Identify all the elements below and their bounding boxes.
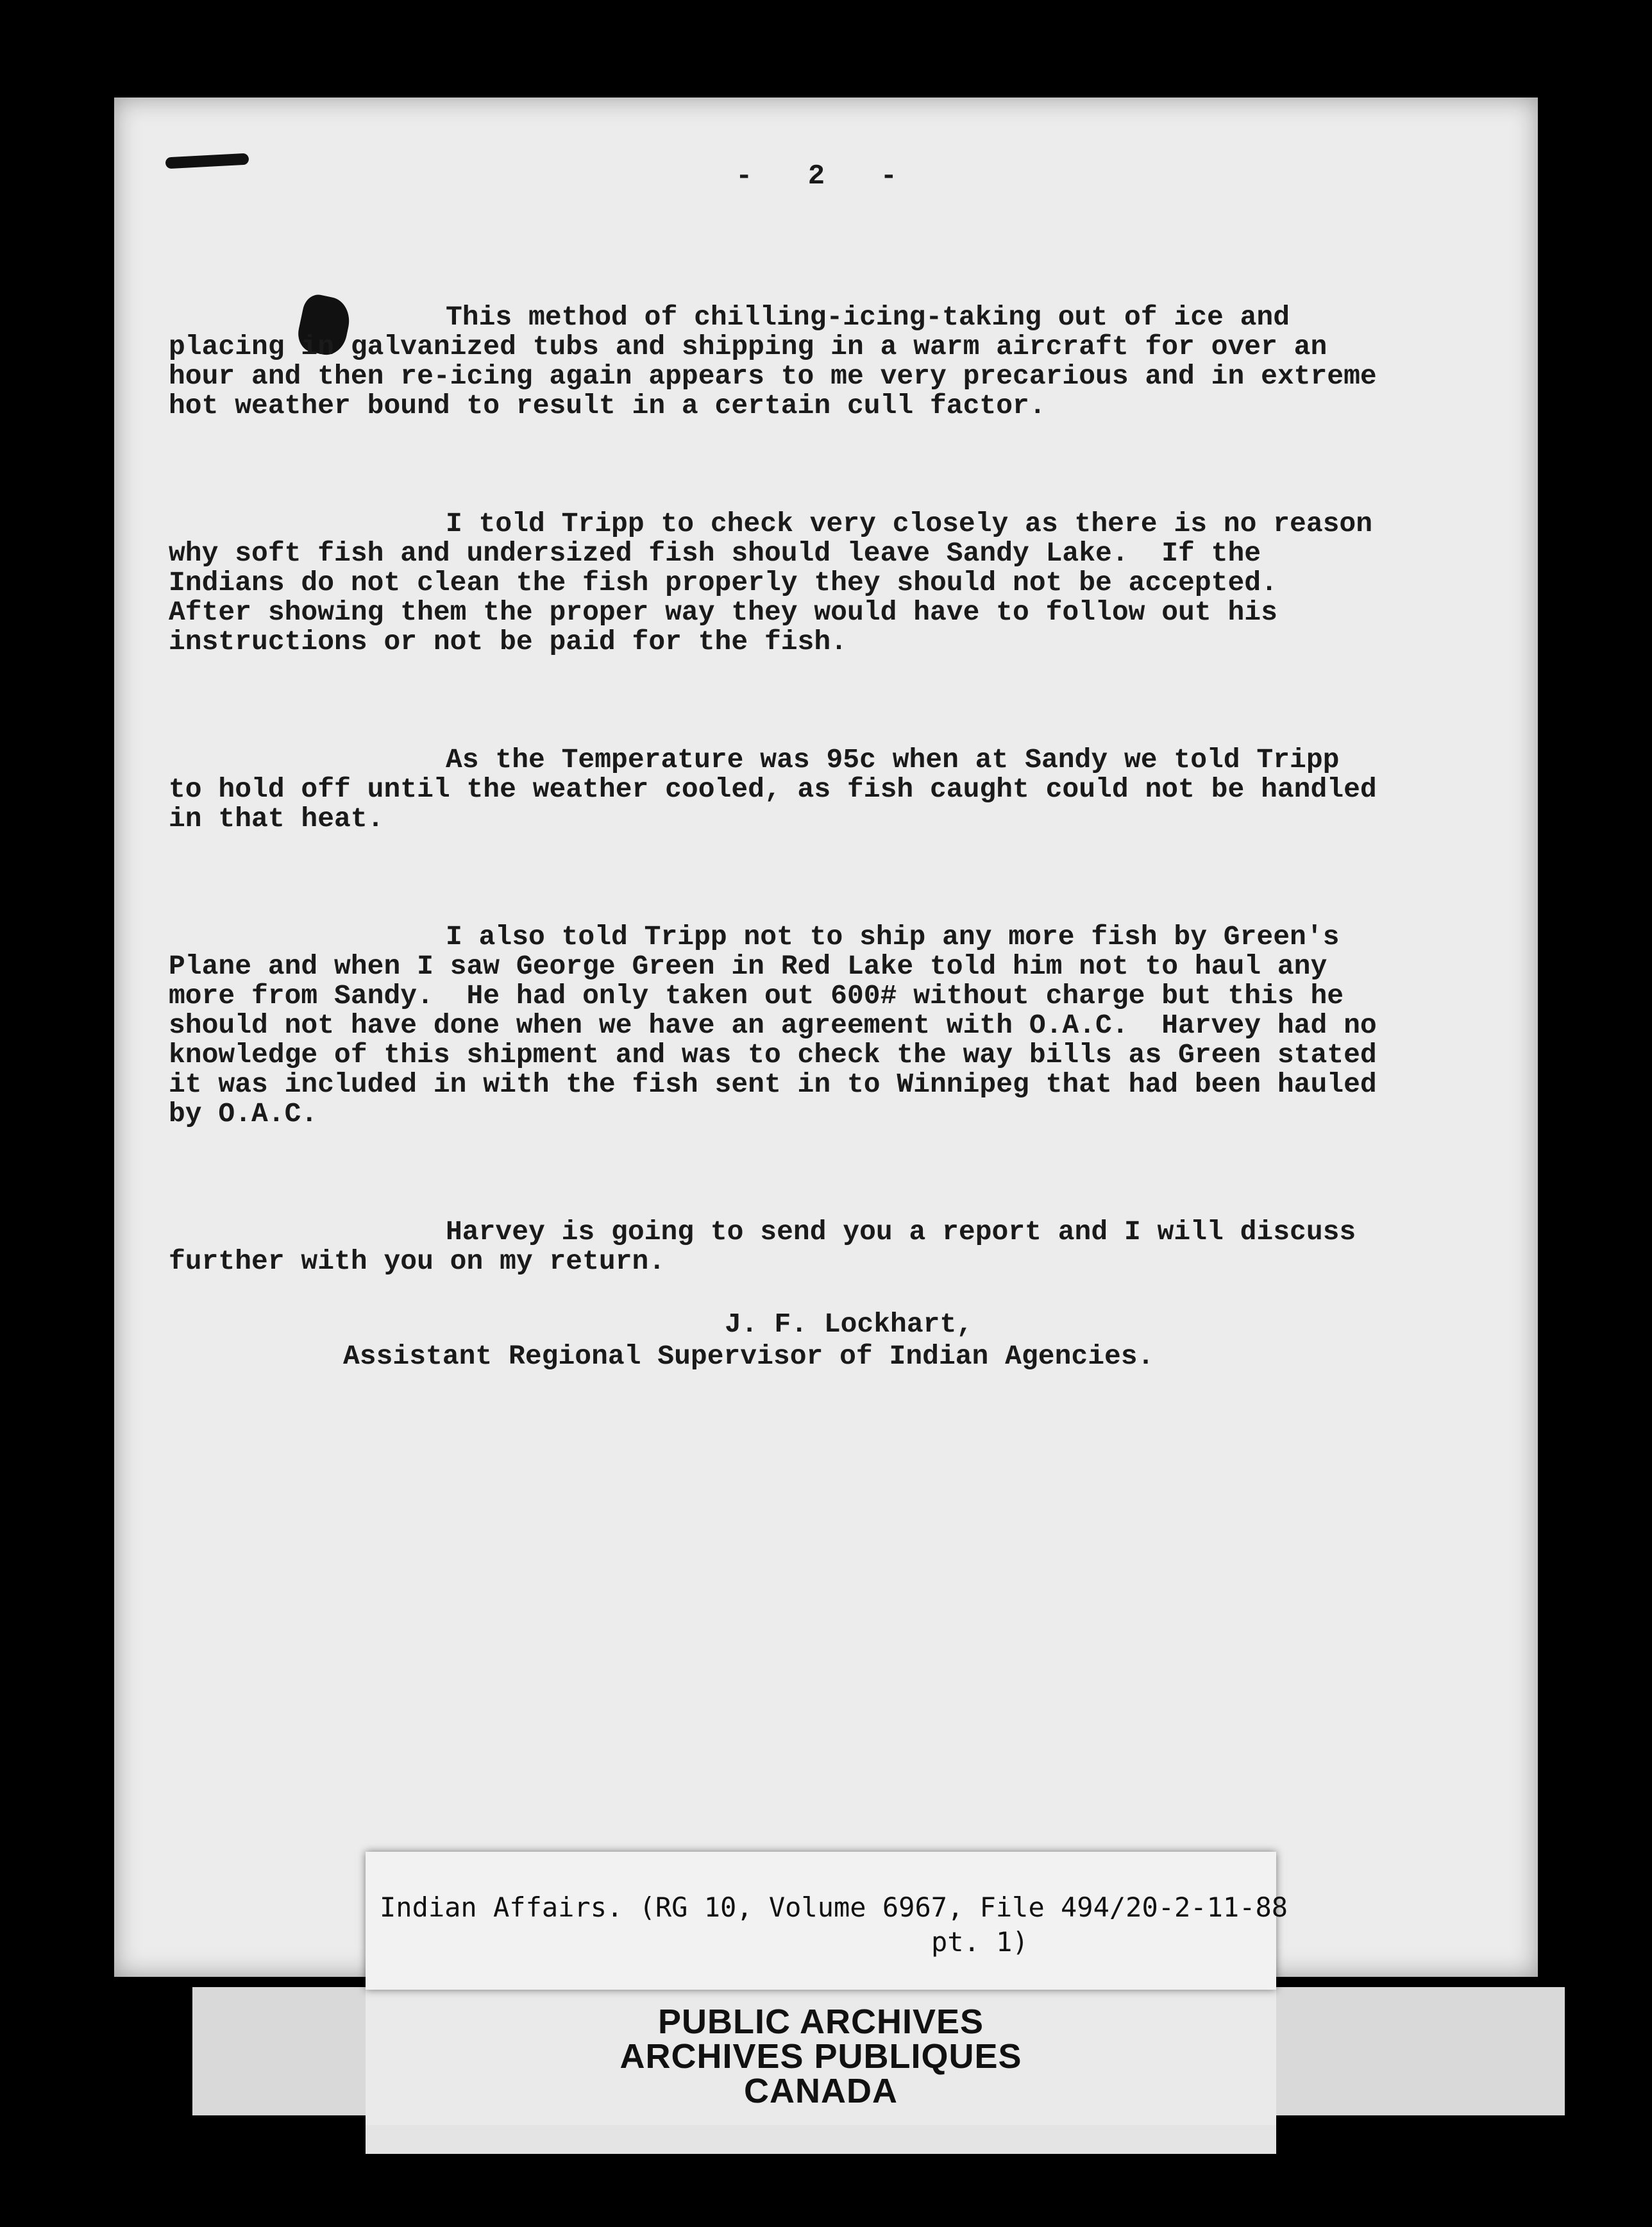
signature-title: Assistant Regional Supervisor of Indian Agencies. — [343, 1341, 1154, 1372]
stamp-line-2: ARCHIVES PUBLIQUES — [620, 2037, 1022, 2076]
letter-body — [169, 244, 1394, 1335]
archives-stamp — [366, 2004, 1276, 2108]
signature-name: J. F. Lockhart, — [725, 1308, 973, 1340]
paragraph-4: I also told Tripp not to ship any more fish by Green's Plane and when I saw George Green in Red Lake told him not to haul any more from Sandy. He had only taken out 600# without charge but this he should not have done when we have an agreement with O.A.C. Harvey had no knowledge of this shipment and was to check the way bills as Green stated it was included in with the fish sent in to Winnipeg that had been hauled by O.A.C. — [169, 921, 1394, 1130]
paragraph-5: Harvey is going to send you a report and I will discuss further with you on my return. — [169, 1216, 1373, 1277]
bottom-strip — [366, 2125, 1276, 2154]
archive-reference-line-1: Indian Affairs. (RG 10, Volume 6967, File 494/20-2-11-88 — [380, 1892, 1288, 1923]
archive-reference-text — [380, 1890, 1288, 1960]
paragraph-1: This method of chilling-icing-taking out of ice and placing in galvanized tubs and shipping in a warm aircraft for over an hour and then re-icing again appears to me very precarious and in extreme hot weather bound to result in a certain cull factor. — [169, 301, 1394, 421]
archive-reference-line-2: pt. 1) — [931, 1926, 1029, 1958]
paragraph-2: I told Tripp to check very closely as there is no reason why soft fish and undersized fish should leave Sandy Lake. If the Indians do not clean the fish properly they should not be accepted. After showing them the proper way they would have to follow out his instructions or not be paid for the fish. — [169, 508, 1389, 657]
page-number: - 2 - — [735, 160, 917, 192]
stamp-line-1: PUBLIC ARCHIVES — [657, 2003, 984, 2041]
stamp-line-3: CANADA — [744, 2072, 898, 2110]
paragraph-3: As the Temperature was 95c when at Sandy we told Tripp to hold off until the weather cooled, as fish caught could not be handled in that heat. — [169, 744, 1394, 834]
archive-reference-label — [366, 1852, 1288, 1990]
